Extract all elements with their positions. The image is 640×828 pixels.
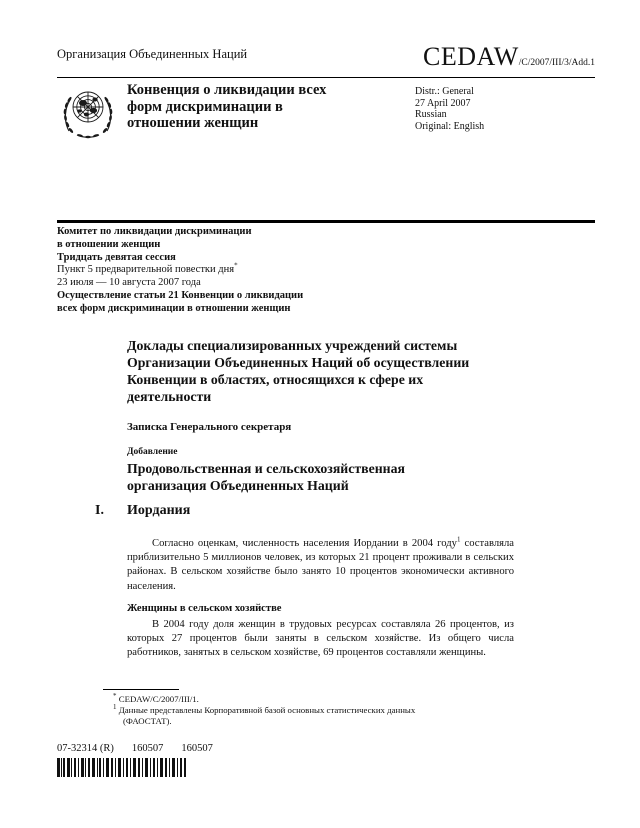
org-name: Организация Объединенных Наций bbox=[57, 47, 248, 61]
convention-title-line: Конвенция о ликвидации всех bbox=[127, 82, 327, 98]
agency-title bbox=[127, 461, 405, 494]
masthead-divider bbox=[57, 77, 595, 78]
session-label: Тридцать девятая сессия bbox=[57, 251, 176, 263]
document-title-line: Доклады специализированных учреждений системы bbox=[127, 338, 458, 353]
convention-title-line: форм дискриминации в bbox=[127, 98, 283, 115]
body-paragraph-1: Согласно оценкам, численность населения Иордании в 2004 году$^1$ составляла приблизительно 5 миллионов человек, из которых 21 процент проживали в сельских районах. В сельском хозяйстве было занято 10 процентов экономически активного населения. bbox=[127, 535, 514, 592]
document-title bbox=[127, 337, 469, 405]
section-heading bbox=[95, 503, 190, 519]
session-dates: 23 июля — 10 августа 2007 года bbox=[57, 277, 201, 289]
committee-block bbox=[57, 226, 303, 316]
footnotes-block bbox=[113, 694, 463, 727]
distribution-block bbox=[415, 86, 484, 132]
footnote-divider bbox=[103, 689, 179, 690]
body-paragraph-2: В 2004 году доля женщин в трудовых ресурсах составляла 26 процентов, из которых 27 процентов были заняты в сельском хозяйстве. Из общего числа работников, занятых в сельском хозяйстве, 69 процентов составляли женщины. bbox=[127, 619, 514, 659]
document-title-line: Конвенции в областях, относящихся к сфере их bbox=[127, 372, 424, 387]
agenda-footnote-marker: * bbox=[234, 261, 238, 270]
footnote: * CEDAW/C/2007/III/1. bbox=[113, 692, 199, 704]
subheading-women-agriculture: Женщины в сельском хозяйстве bbox=[127, 603, 282, 614]
distr-original: Original: English bbox=[415, 120, 485, 132]
section-title: Иордания bbox=[127, 503, 191, 518]
convention-title-line: отношении женщин bbox=[127, 115, 259, 131]
un-emblem-icon bbox=[57, 84, 119, 140]
implementation-line: всех форм дискриминации в отношении женщин bbox=[57, 302, 291, 314]
footnote: $^1$ Данные представлены Корпоративной базой основных статистических данных (ФАОСТАТ). bbox=[113, 702, 416, 726]
committee-name-line: Комитет по ликвидации дискриминации bbox=[57, 226, 252, 237]
section-divider bbox=[57, 220, 595, 223]
document-symbol bbox=[423, 42, 595, 72]
agency-title-line: Продовольственная и сельскохозяйственная bbox=[127, 461, 405, 476]
barcode bbox=[57, 758, 187, 777]
document-symbol-main: CEDAW bbox=[423, 42, 519, 71]
distr-date: 27 April 2007 bbox=[415, 97, 471, 109]
document-title-line: деятельности bbox=[127, 389, 212, 404]
document-symbol-suffix: /C/2007/III/3/Add.1 bbox=[518, 58, 595, 68]
footnote-ref-1: 1 bbox=[456, 535, 461, 544]
document-title-line: Организации Объединенных Наций об осуществлении bbox=[127, 355, 470, 370]
implementation-line: Осуществление статьи 21 Конвенции о ликвидации bbox=[57, 289, 304, 301]
agency-title-line: организация Объединенных Наций bbox=[127, 477, 349, 493]
section-numeral: I. bbox=[95, 503, 104, 518]
convention-title bbox=[127, 82, 326, 132]
distr-type: Distr.: General bbox=[415, 86, 474, 97]
footer-document-number: 07-32314 (R) 160507 160507 bbox=[57, 743, 213, 754]
committee-name-line: в отношении женщин bbox=[57, 238, 161, 250]
note-by-secretary-general: Записка Генерального секретаря bbox=[127, 421, 292, 433]
agenda-item: Пункт 5 предварительной повестки дня* bbox=[57, 261, 238, 276]
distr-language: Russian bbox=[415, 109, 447, 121]
addendum-label: Добавление bbox=[127, 447, 178, 457]
